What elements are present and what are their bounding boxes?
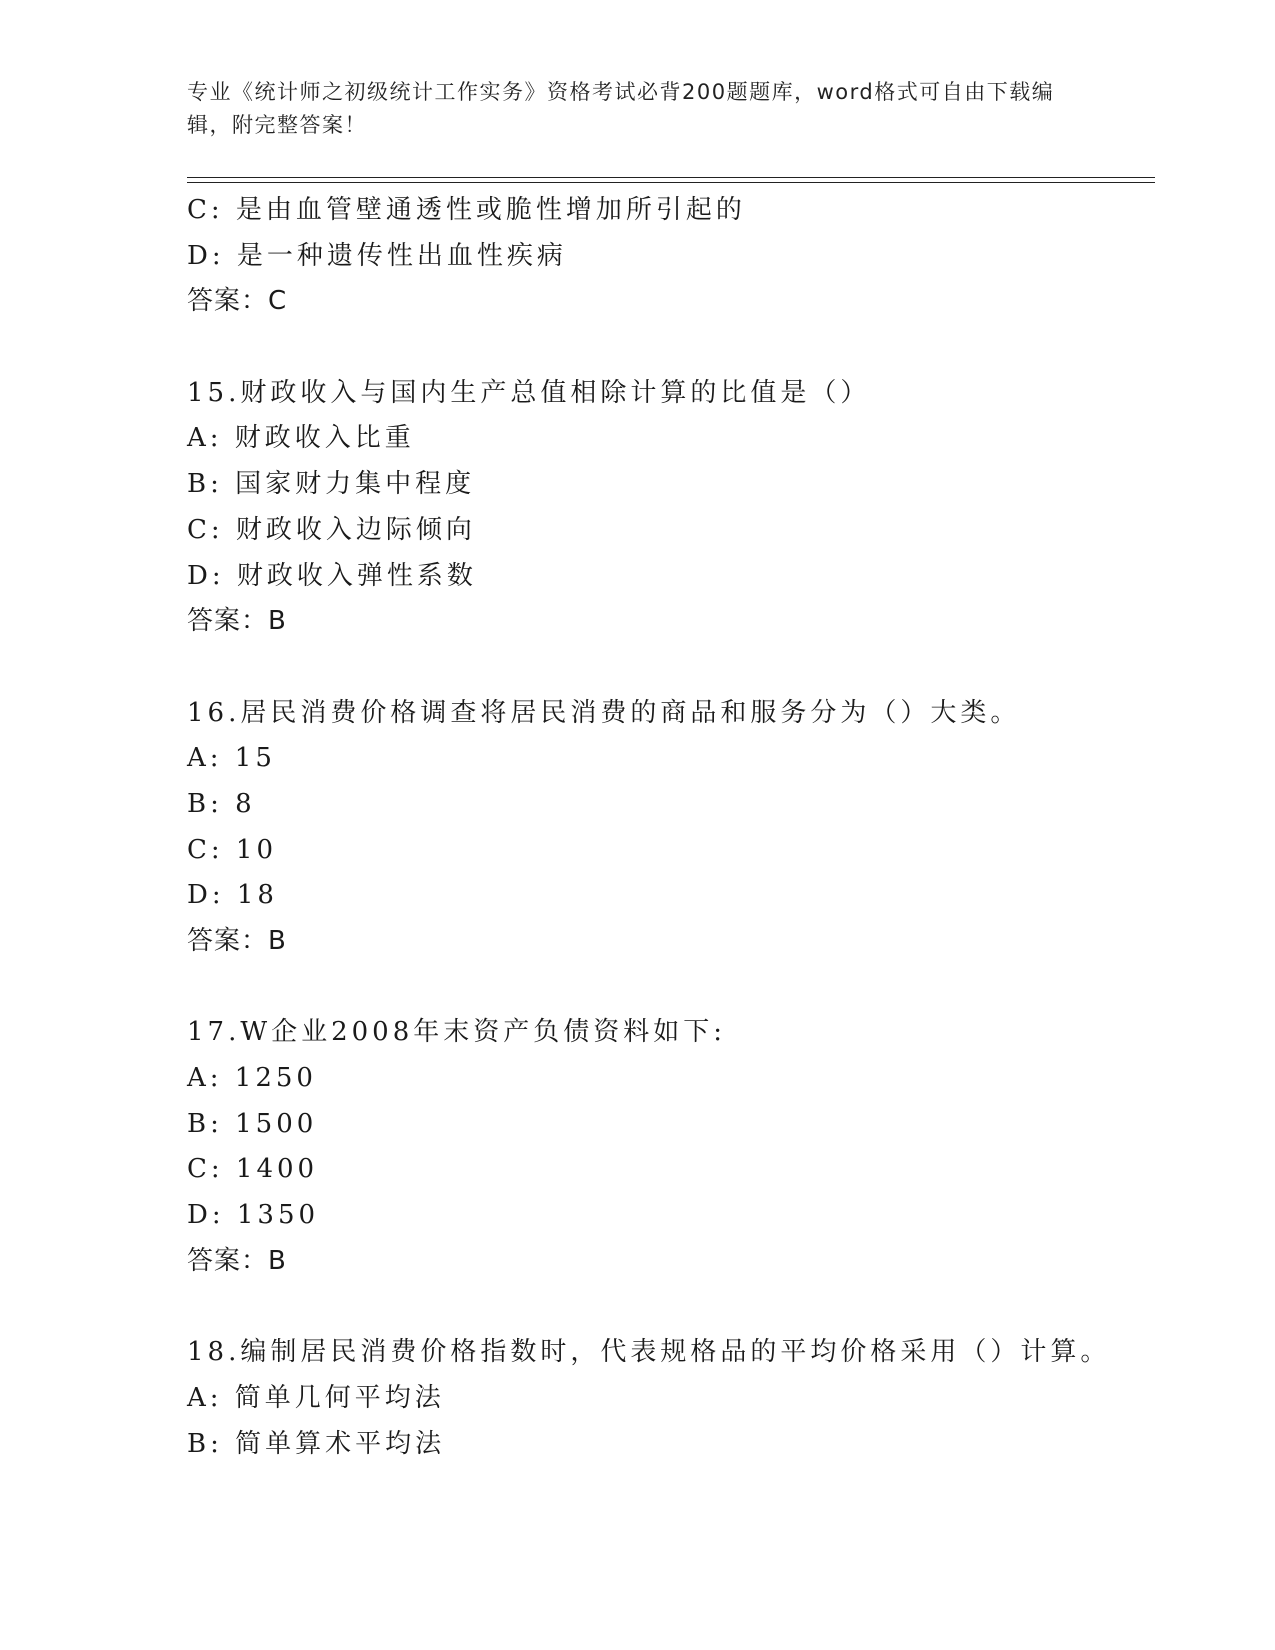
question-text: 15.财政收入与国内生产总值相除计算的比值是（）	[187, 377, 871, 408]
question-text: 16.居民消费价格调查将居民消费的商品和服务分为（）大类。	[187, 697, 1021, 728]
option-line: A: 1250	[187, 1063, 317, 1094]
option-line: B: 简单算术平均法	[187, 1428, 446, 1459]
header-divider-bottom	[187, 182, 1155, 183]
block-spacer	[187, 325, 1155, 371]
option-line: D: 财政收入弹性系数	[187, 560, 477, 591]
block-spacer	[187, 1285, 1155, 1331]
question-block-q15	[187, 371, 1155, 645]
question-block-q14-tail	[187, 188, 1155, 325]
option-line: D: 1350	[187, 1200, 320, 1231]
question-block-q18	[187, 1330, 1155, 1467]
option-line: B: 国家财力集中程度	[187, 469, 476, 500]
answer-line: 答案：B	[187, 1245, 287, 1276]
answer-line: 答案：C	[187, 286, 288, 317]
question-text: 17.W企业2008年末资产负债资料如下:	[187, 1017, 727, 1048]
question-text: 18.编制居民消费价格指数时，代表规格品的平均价格采用（）计算。	[187, 1337, 1111, 1368]
question-block-q17	[187, 1010, 1155, 1284]
answer-line: 答案：B	[187, 606, 287, 637]
option-line: B: 8	[187, 788, 256, 819]
option-line: D: 是一种遗传性出血性疾病	[187, 240, 567, 271]
document-header: 专业《统计师之初级统计工作实务》资格考试必背200题题库，word格式可自由下载编辑，附完整答案！	[187, 80, 1055, 137]
answer-line: 答案：B	[187, 926, 287, 956]
block-spacer	[187, 645, 1155, 691]
option-line: C: 1400	[187, 1154, 319, 1185]
option-line: D: 18	[187, 880, 278, 911]
block-spacer	[187, 965, 1155, 1011]
option-line: A: 财政收入比重	[187, 423, 415, 454]
option-line: C: 10	[187, 834, 278, 865]
option-line: A: 15	[187, 743, 276, 774]
option-line: C: 是由血管壁通透性或脆性增加所引起的	[187, 195, 746, 225]
option-line: B: 1500	[187, 1108, 318, 1139]
question-block-q16	[187, 691, 1155, 965]
question-list	[187, 188, 1155, 1467]
option-line: C: 财政收入边际倾向	[187, 514, 476, 545]
option-line: A: 简单几何平均法	[187, 1382, 445, 1413]
header-divider-top	[187, 177, 1155, 178]
